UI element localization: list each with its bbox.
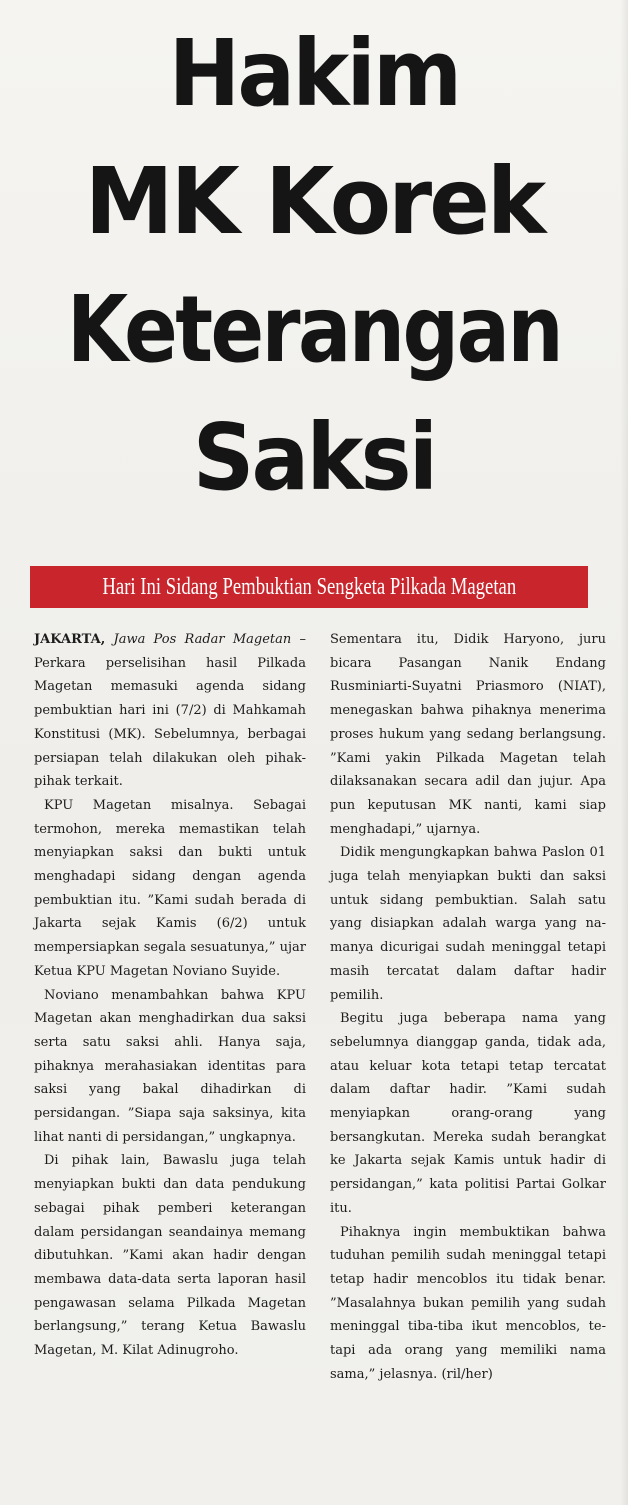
headline-line: Saksi bbox=[192, 404, 436, 511]
page-edge-shadow bbox=[620, 0, 628, 1505]
headline-line: Hakim bbox=[168, 20, 460, 127]
article-body bbox=[34, 628, 606, 1498]
article-paragraph: Di pihak lain, Bawaslu juga telah menyiapkan bukti dan data pendukung sebagai pihak pemberi keterangan dalam persidangan seandainya memang dibutuhkan. ”Kami akan hadir dengan membawa data-data serta laporan hasil pengawasan selama Pilkada Magetan berlangsung,” terang Ketua Bawaslu Magetan, M. Kilat Adinugroho. bbox=[34, 1153, 306, 1359]
paragraph-text: – Perkara perselisihan hasil Pilkada Magetan memasuki agenda sidang pembuktian hari ini (7/2) di Mahkamah Konstitusi (MK). Sebelumnya, berbagai persiapan telah dilakukan oleh pihak-pihak terkait. bbox=[34, 632, 306, 790]
article-paragraph: KPU Magetan misalnya. Sebagai termohon, mereka memastikan telah menyiapkan saksi dan bukti untuk menghadapi sidang dengan agenda pembuktian itu. ”Kami sudah berada di Jakarta sejak Kamis (6/2) untuk mempersiapkan segala sesuatunya,” ujar Ketua KPU Magetan Noviano Suyide. bbox=[34, 797, 306, 979]
article-paragraph: Pihaknya ingin membuktikan bahwa tuduhan pemilih sudah meninggal tetapi tetap hadir mencoblos itu tidak benar. ”Masalahnya bukan pemilih yang sudah meninggal tiba-tiba ikut mencoblos, tetapi ada orang yang memiliki nama sama,” jelasnya. (ril/her) bbox=[330, 1224, 606, 1382]
subheadline-bar bbox=[30, 566, 588, 608]
headline-line: Keterangan bbox=[66, 276, 562, 383]
article-column-right bbox=[330, 628, 606, 1498]
dateline: JAKARTA, bbox=[34, 632, 106, 647]
headline bbox=[0, 10, 628, 522]
article-paragraph: Didik mengungkapkan bahwa Paslon 01 juga telah menyiapkan bukti dan saksi untuk sidang pembuktian. Salah satu yang disiapkan adalah warga yang namanya dicurigai sudah meninggal tetapi masih tercatat dalam daftar hadir pemilih. bbox=[330, 845, 606, 1003]
subheadline: Hari Ini Sidang Pembuktian Sengketa Pilkada Magetan bbox=[102, 573, 516, 600]
article-paragraph: Begitu juga beberapa nama yang sebelumnya dianggap ganda, tidak ada, atau keluar kota tetapi tetap tercatat dalam daftar hadir. ”Kami sudah menyiapkan orang-orang yang bersangkutan. Mereka sudah berangkat ke Jakarta sejak Kamis untuk hadir di persidangan,” kata politisi Partai Golkar itu. bbox=[330, 1011, 606, 1216]
article-paragraph: Noviano menambahkan bahwa KPU Magetan akan menghadirkan dua saksi serta satu saksi ahli. Hanya saja, pihaknya merahasiakan identitas para saksi yang bakal dihadirkan di persidangan. ”Siapa saja saksinya, kita lihat nanti di persidangan,” ungkapnya. bbox=[34, 987, 306, 1145]
article-paragraph bbox=[34, 628, 306, 794]
article-paragraph: Sementara itu, Didik Haryono, juru bicara Pasangan Nanik Endang Rusminiarti-Suyatni Priasmoro (NIAT), menegaskan bahwa pihaknya menerima proses hukum yang sedang berlangsung. ”Kami yakin Pilkada Magetan telah dilaksanakan secara adil dan jujur. Apa pun keputusan MK nanti, kami siap menghadapi,” ujarnya. bbox=[330, 632, 606, 837]
headline-line: MK Korek bbox=[84, 148, 544, 255]
news-source: Jawa Pos Radar Magetan bbox=[113, 632, 292, 647]
article-column-left bbox=[34, 628, 306, 1498]
